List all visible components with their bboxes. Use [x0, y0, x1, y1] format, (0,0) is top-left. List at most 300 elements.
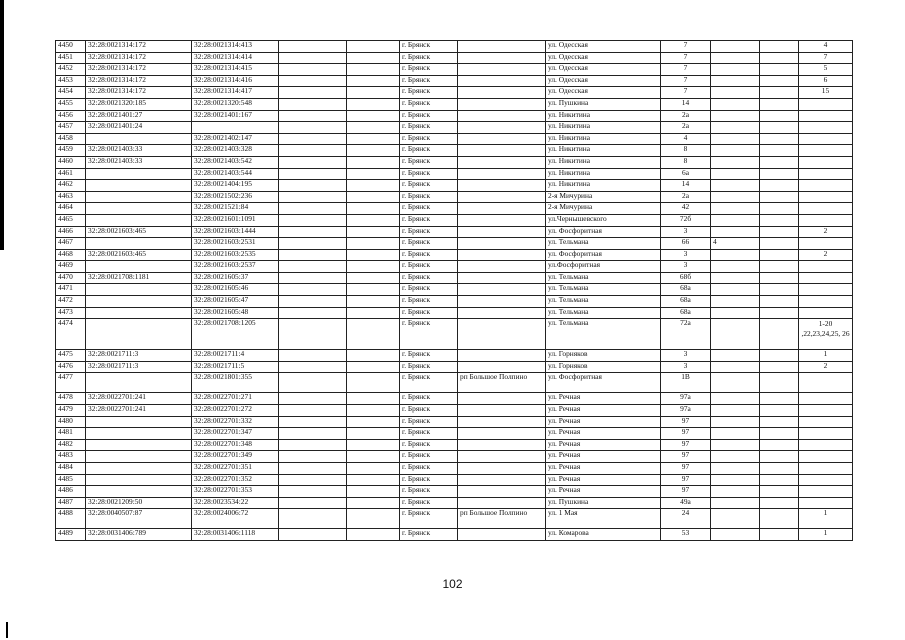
- table-row: [56, 272, 853, 284]
- empty-cell-cell: [279, 156, 347, 168]
- unit-number-cell: [799, 296, 853, 308]
- city-cell: г. Брянск: [400, 64, 458, 76]
- unit-number-cell: 1: [799, 529, 853, 541]
- city-cell: г. Брянск: [400, 87, 458, 99]
- parcel-cadastral-number-cell: 32:28:0021401:27: [86, 110, 192, 122]
- extra-number-cell: [711, 296, 760, 308]
- record-number-cell: 4465: [56, 214, 86, 226]
- empty-cell-cell: [347, 75, 400, 87]
- empty-cell-cell: [347, 428, 400, 440]
- empty-cell-cell: [760, 226, 799, 238]
- unit-number-cell: 6: [799, 75, 853, 87]
- registry-rows: [56, 41, 853, 541]
- empty-cell-cell: [279, 428, 347, 440]
- house-number-cell: 68а: [661, 284, 711, 296]
- empty-cell-cell: [279, 98, 347, 110]
- city-cell: г. Брянск: [400, 226, 458, 238]
- street-cell: ул. Речная: [546, 486, 661, 498]
- settlement-cell: [458, 64, 546, 76]
- unit-number-cell: [799, 133, 853, 145]
- extra-number-cell: 4: [711, 238, 760, 250]
- table-row: [56, 87, 853, 99]
- house-number-cell: 97: [661, 451, 711, 463]
- city-cell: г. Брянск: [400, 249, 458, 261]
- empty-cell-cell: [347, 373, 400, 393]
- empty-cell-cell: [347, 214, 400, 226]
- parcel-cadastral-number-cell: 32:28:0021320:185: [86, 98, 192, 110]
- parcel-cadastral-number-cell: [86, 319, 192, 350]
- street-cell: ул. Одесская: [546, 87, 661, 99]
- extra-number-cell: [711, 133, 760, 145]
- house-number-cell: 7: [661, 41, 711, 53]
- unit-number-cell: [799, 180, 853, 192]
- empty-cell-cell: [279, 226, 347, 238]
- record-number-cell: 4462: [56, 180, 86, 192]
- unit-number-cell: [799, 373, 853, 393]
- table-row: [56, 261, 853, 273]
- unit-number-cell: [799, 307, 853, 319]
- object-cadastral-number-cell: 32:28:0021521:84: [192, 203, 279, 215]
- empty-cell-cell: [760, 75, 799, 87]
- empty-cell-cell: [279, 474, 347, 486]
- table-row: [56, 497, 853, 509]
- parcel-cadastral-number-cell: 32:28:0040507:87: [86, 509, 192, 529]
- empty-cell-cell: [760, 486, 799, 498]
- empty-cell-cell: [279, 145, 347, 157]
- object-cadastral-number-cell: 32:28:0021801:355: [192, 373, 279, 393]
- city-cell: г. Брянск: [400, 373, 458, 393]
- unit-number-cell: [799, 203, 853, 215]
- empty-cell-cell: [760, 272, 799, 284]
- parcel-cadastral-number-cell: [86, 203, 192, 215]
- city-cell: г. Брянск: [400, 180, 458, 192]
- parcel-cadastral-number-cell: [86, 133, 192, 145]
- empty-cell-cell: [347, 272, 400, 284]
- empty-cell-cell: [760, 261, 799, 273]
- extra-number-cell: [711, 463, 760, 475]
- empty-cell-cell: [760, 87, 799, 99]
- city-cell: г. Брянск: [400, 509, 458, 529]
- object-cadastral-number-cell: 32:28:0021314:414: [192, 52, 279, 64]
- street-cell: ул. Горняков: [546, 361, 661, 373]
- empty-cell-cell: [347, 122, 400, 134]
- empty-cell-cell: [760, 319, 799, 350]
- city-cell: г. Брянск: [400, 214, 458, 226]
- record-number-cell: 4452: [56, 64, 86, 76]
- empty-cell-cell: [760, 416, 799, 428]
- object-cadastral-number-cell: 32:28:0021314:417: [192, 87, 279, 99]
- house-number-cell: 7: [661, 87, 711, 99]
- house-number-cell: 97: [661, 463, 711, 475]
- settlement-cell: [458, 284, 546, 296]
- house-number-cell: 7: [661, 52, 711, 64]
- empty-cell-cell: [279, 133, 347, 145]
- empty-cell-cell: [279, 439, 347, 451]
- unit-number-cell: [799, 451, 853, 463]
- extra-number-cell: [711, 509, 760, 529]
- table-row: [56, 486, 853, 498]
- empty-cell-cell: [279, 64, 347, 76]
- unit-number-cell: [799, 122, 853, 134]
- extra-number-cell: [711, 52, 760, 64]
- city-cell: г. Брянск: [400, 451, 458, 463]
- table-row: [56, 98, 853, 110]
- empty-cell-cell: [760, 373, 799, 393]
- record-number-cell: 4466: [56, 226, 86, 238]
- unit-number-cell: [799, 284, 853, 296]
- empty-cell-cell: [347, 110, 400, 122]
- settlement-cell: [458, 529, 546, 541]
- street-cell: ул. Речная: [546, 405, 661, 417]
- empty-cell-cell: [279, 463, 347, 475]
- extra-number-cell: [711, 191, 760, 203]
- unit-number-cell: [799, 238, 853, 250]
- empty-cell-cell: [279, 122, 347, 134]
- parcel-cadastral-number-cell: 32:28:0021403:33: [86, 145, 192, 157]
- extra-number-cell: [711, 156, 760, 168]
- empty-cell-cell: [760, 284, 799, 296]
- empty-cell-cell: [279, 350, 347, 362]
- object-cadastral-number-cell: 32:28:0021711:4: [192, 350, 279, 362]
- record-number-cell: 4456: [56, 110, 86, 122]
- table-row: [56, 509, 853, 529]
- object-cadastral-number-cell: 32:28:0021605:37: [192, 272, 279, 284]
- street-cell: ул. Речная: [546, 451, 661, 463]
- record-number-cell: 4487: [56, 497, 86, 509]
- house-number-cell: 7: [661, 64, 711, 76]
- empty-cell-cell: [279, 110, 347, 122]
- object-cadastral-number-cell: 32:28:0021401:167: [192, 110, 279, 122]
- house-number-cell: 7: [661, 75, 711, 87]
- empty-cell-cell: [279, 497, 347, 509]
- unit-number-cell: 1: [799, 509, 853, 529]
- record-number-cell: 4459: [56, 145, 86, 157]
- scan-edge-mark: [6, 622, 8, 638]
- record-number-cell: 4480: [56, 416, 86, 428]
- extra-number-cell: [711, 226, 760, 238]
- city-cell: г. Брянск: [400, 393, 458, 405]
- city-cell: г. Брянск: [400, 319, 458, 350]
- city-cell: г. Брянск: [400, 284, 458, 296]
- settlement-cell: [458, 122, 546, 134]
- object-cadastral-number-cell: 32:28:0021502:236: [192, 191, 279, 203]
- record-number-cell: 4488: [56, 509, 86, 529]
- unit-number-cell: [799, 272, 853, 284]
- settlement-cell: [458, 98, 546, 110]
- empty-cell-cell: [760, 509, 799, 529]
- city-cell: г. Брянск: [400, 168, 458, 180]
- empty-cell-cell: [279, 238, 347, 250]
- empty-cell-cell: [760, 405, 799, 417]
- empty-cell-cell: [347, 284, 400, 296]
- settlement-cell: [458, 272, 546, 284]
- city-cell: г. Брянск: [400, 191, 458, 203]
- empty-cell-cell: [347, 156, 400, 168]
- settlement-cell: [458, 203, 546, 215]
- empty-cell-cell: [279, 203, 347, 215]
- house-number-cell: 68б: [661, 272, 711, 284]
- table-row: [56, 110, 853, 122]
- settlement-cell: [458, 261, 546, 273]
- parcel-cadastral-number-cell: [86, 180, 192, 192]
- settlement-cell: [458, 145, 546, 157]
- city-cell: г. Брянск: [400, 350, 458, 362]
- empty-cell-cell: [760, 428, 799, 440]
- street-cell: ул.Фосфоритная: [546, 261, 661, 273]
- street-cell: 2-я Мичурина: [546, 203, 661, 215]
- street-cell: ул. Никитина: [546, 145, 661, 157]
- record-number-cell: 4464: [56, 203, 86, 215]
- empty-cell-cell: [279, 451, 347, 463]
- house-number-cell: 97: [661, 439, 711, 451]
- object-cadastral-number-cell: 32:28:0021711:5: [192, 361, 279, 373]
- object-cadastral-number-cell: 32:28:0021603:1444: [192, 226, 279, 238]
- empty-cell-cell: [347, 203, 400, 215]
- city-cell: г. Брянск: [400, 110, 458, 122]
- empty-cell-cell: [279, 284, 347, 296]
- street-cell: ул. Тельмана: [546, 272, 661, 284]
- house-number-cell: 1В: [661, 373, 711, 393]
- city-cell: г. Брянск: [400, 361, 458, 373]
- table-row: [56, 156, 853, 168]
- street-cell: ул. 1 Мая: [546, 509, 661, 529]
- table-row: [56, 361, 853, 373]
- empty-cell-cell: [279, 529, 347, 541]
- object-cadastral-number-cell: 32:28:0021601:1091: [192, 214, 279, 226]
- record-number-cell: 4478: [56, 393, 86, 405]
- empty-cell-cell: [347, 474, 400, 486]
- record-number-cell: 4469: [56, 261, 86, 273]
- empty-cell-cell: [347, 180, 400, 192]
- empty-cell-cell: [279, 405, 347, 417]
- street-cell: ул. Речная: [546, 393, 661, 405]
- record-number-cell: 4477: [56, 373, 86, 393]
- house-number-cell: 97: [661, 416, 711, 428]
- parcel-cadastral-number-cell: 32:28:0021603:465: [86, 249, 192, 261]
- house-number-cell: 2а: [661, 122, 711, 134]
- table-row: [56, 296, 853, 308]
- city-cell: г. Брянск: [400, 428, 458, 440]
- street-cell: ул. Фосфоритная: [546, 249, 661, 261]
- settlement-cell: [458, 156, 546, 168]
- table-row: [56, 373, 853, 393]
- object-cadastral-number-cell: 32:28:0021402:147: [192, 133, 279, 145]
- extra-number-cell: [711, 497, 760, 509]
- extra-number-cell: [711, 180, 760, 192]
- table-row: [56, 405, 853, 417]
- house-number-cell: 3: [661, 261, 711, 273]
- record-number-cell: 4453: [56, 75, 86, 87]
- unit-number-cell: 1-20 ,22,23,24,25, 26: [799, 319, 853, 350]
- empty-cell-cell: [347, 509, 400, 529]
- settlement-cell: [458, 168, 546, 180]
- empty-cell-cell: [279, 393, 347, 405]
- settlement-cell: [458, 249, 546, 261]
- extra-number-cell: [711, 168, 760, 180]
- extra-number-cell: [711, 486, 760, 498]
- object-cadastral-number-cell: 32:28:0022701:348: [192, 439, 279, 451]
- city-cell: г. Брянск: [400, 529, 458, 541]
- record-number-cell: 4471: [56, 284, 86, 296]
- extra-number-cell: [711, 145, 760, 157]
- empty-cell-cell: [279, 272, 347, 284]
- table-row: [56, 439, 853, 451]
- city-cell: г. Брянск: [400, 486, 458, 498]
- unit-number-cell: [799, 497, 853, 509]
- object-cadastral-number-cell: 32:28:0021403:328: [192, 145, 279, 157]
- empty-cell-cell: [347, 416, 400, 428]
- object-cadastral-number-cell: 32:28:0031406:1118: [192, 529, 279, 541]
- settlement-cell: [458, 41, 546, 53]
- empty-cell-cell: [279, 296, 347, 308]
- street-cell: ул. Одесская: [546, 75, 661, 87]
- parcel-cadastral-number-cell: 32:28:0021314:172: [86, 52, 192, 64]
- empty-cell-cell: [347, 98, 400, 110]
- street-cell: ул. Никитина: [546, 168, 661, 180]
- object-cadastral-number-cell: 32:28:0022701:351: [192, 463, 279, 475]
- extra-number-cell: [711, 439, 760, 451]
- street-cell: ул.Чернышевского: [546, 214, 661, 226]
- settlement-cell: [458, 486, 546, 498]
- unit-number-cell: [799, 110, 853, 122]
- street-cell: ул. Фосфоритная: [546, 373, 661, 393]
- city-cell: г. Брянск: [400, 203, 458, 215]
- empty-cell-cell: [279, 41, 347, 53]
- extra-number-cell: [711, 214, 760, 226]
- parcel-cadastral-number-cell: [86, 168, 192, 180]
- empty-cell-cell: [347, 463, 400, 475]
- city-cell: г. Брянск: [400, 156, 458, 168]
- empty-cell-cell: [347, 249, 400, 261]
- object-cadastral-number-cell: 32:28:0021605:48: [192, 307, 279, 319]
- extra-number-cell: [711, 474, 760, 486]
- settlement-cell: [458, 393, 546, 405]
- settlement-cell: [458, 307, 546, 319]
- empty-cell-cell: [347, 439, 400, 451]
- extra-number-cell: [711, 307, 760, 319]
- record-number-cell: 4483: [56, 451, 86, 463]
- street-cell: ул. Речная: [546, 439, 661, 451]
- unit-number-cell: [799, 98, 853, 110]
- city-cell: г. Брянск: [400, 474, 458, 486]
- unit-number-cell: [799, 145, 853, 157]
- table-row: [56, 145, 853, 157]
- record-number-cell: 4463: [56, 191, 86, 203]
- scan-edge-bar: [0, 0, 4, 250]
- table-row: [56, 64, 853, 76]
- parcel-cadastral-number-cell: [86, 439, 192, 451]
- house-number-cell: 2а: [661, 110, 711, 122]
- extra-number-cell: [711, 98, 760, 110]
- street-cell: ул. Никитина: [546, 156, 661, 168]
- parcel-cadastral-number-cell: 32:28:0021711:3: [86, 361, 192, 373]
- object-cadastral-number-cell: 32:28:0022701:332: [192, 416, 279, 428]
- page-number: 102: [442, 577, 463, 591]
- empty-cell-cell: [760, 98, 799, 110]
- settlement-cell: [458, 350, 546, 362]
- table-row: [56, 249, 853, 261]
- empty-cell-cell: [347, 361, 400, 373]
- house-number-cell: 3: [661, 350, 711, 362]
- record-number-cell: 4467: [56, 238, 86, 250]
- house-number-cell: 97: [661, 474, 711, 486]
- extra-number-cell: [711, 451, 760, 463]
- table-row: [56, 474, 853, 486]
- settlement-cell: [458, 451, 546, 463]
- street-cell: ул. Горняков: [546, 350, 661, 362]
- empty-cell-cell: [279, 261, 347, 273]
- empty-cell-cell: [760, 191, 799, 203]
- extra-number-cell: [711, 87, 760, 99]
- record-number-cell: 4481: [56, 428, 86, 440]
- parcel-cadastral-number-cell: [86, 261, 192, 273]
- empty-cell-cell: [760, 203, 799, 215]
- parcel-cadastral-number-cell: [86, 463, 192, 475]
- unit-number-cell: [799, 261, 853, 273]
- table-row: [56, 428, 853, 440]
- empty-cell-cell: [279, 249, 347, 261]
- settlement-cell: [458, 180, 546, 192]
- empty-cell-cell: [279, 52, 347, 64]
- empty-cell-cell: [760, 110, 799, 122]
- house-number-cell: 97: [661, 486, 711, 498]
- unit-number-cell: 7: [799, 52, 853, 64]
- empty-cell-cell: [347, 191, 400, 203]
- empty-cell-cell: [279, 373, 347, 393]
- street-cell: ул. Речная: [546, 416, 661, 428]
- house-number-cell: 97а: [661, 405, 711, 417]
- parcel-cadastral-number-cell: [86, 373, 192, 393]
- street-cell: ул. Пушкина: [546, 98, 661, 110]
- house-number-cell: 53: [661, 529, 711, 541]
- empty-cell-cell: [760, 52, 799, 64]
- street-cell: ул. Пушкина: [546, 497, 661, 509]
- object-cadastral-number-cell: 32:28:0021314:415: [192, 64, 279, 76]
- table-row: [56, 226, 853, 238]
- house-number-cell: 6а: [661, 168, 711, 180]
- record-number-cell: 4461: [56, 168, 86, 180]
- empty-cell-cell: [347, 238, 400, 250]
- empty-cell-cell: [760, 350, 799, 362]
- street-cell: ул. Никитина: [546, 133, 661, 145]
- parcel-cadastral-number-cell: [86, 416, 192, 428]
- empty-cell-cell: [760, 361, 799, 373]
- house-number-cell: 68а: [661, 296, 711, 308]
- empty-cell-cell: [760, 296, 799, 308]
- parcel-cadastral-number-cell: 32:28:0022701:241: [86, 405, 192, 417]
- empty-cell-cell: [279, 319, 347, 350]
- parcel-cadastral-number-cell: [86, 474, 192, 486]
- empty-cell-cell: [279, 191, 347, 203]
- empty-cell-cell: [347, 296, 400, 308]
- record-number-cell: 4454: [56, 87, 86, 99]
- unit-number-cell: [799, 416, 853, 428]
- empty-cell-cell: [760, 122, 799, 134]
- street-cell: ул. Речная: [546, 428, 661, 440]
- settlement-cell: рп Большое Полпино: [458, 373, 546, 393]
- settlement-cell: [458, 75, 546, 87]
- street-cell: ул. Речная: [546, 474, 661, 486]
- empty-cell-cell: [760, 497, 799, 509]
- unit-number-cell: 1: [799, 350, 853, 362]
- empty-cell-cell: [347, 529, 400, 541]
- parcel-cadastral-number-cell: [86, 296, 192, 308]
- empty-cell-cell: [347, 350, 400, 362]
- city-cell: г. Брянск: [400, 296, 458, 308]
- street-cell: ул. Тельмана: [546, 296, 661, 308]
- house-number-cell: 2а: [661, 191, 711, 203]
- record-number-cell: 4485: [56, 474, 86, 486]
